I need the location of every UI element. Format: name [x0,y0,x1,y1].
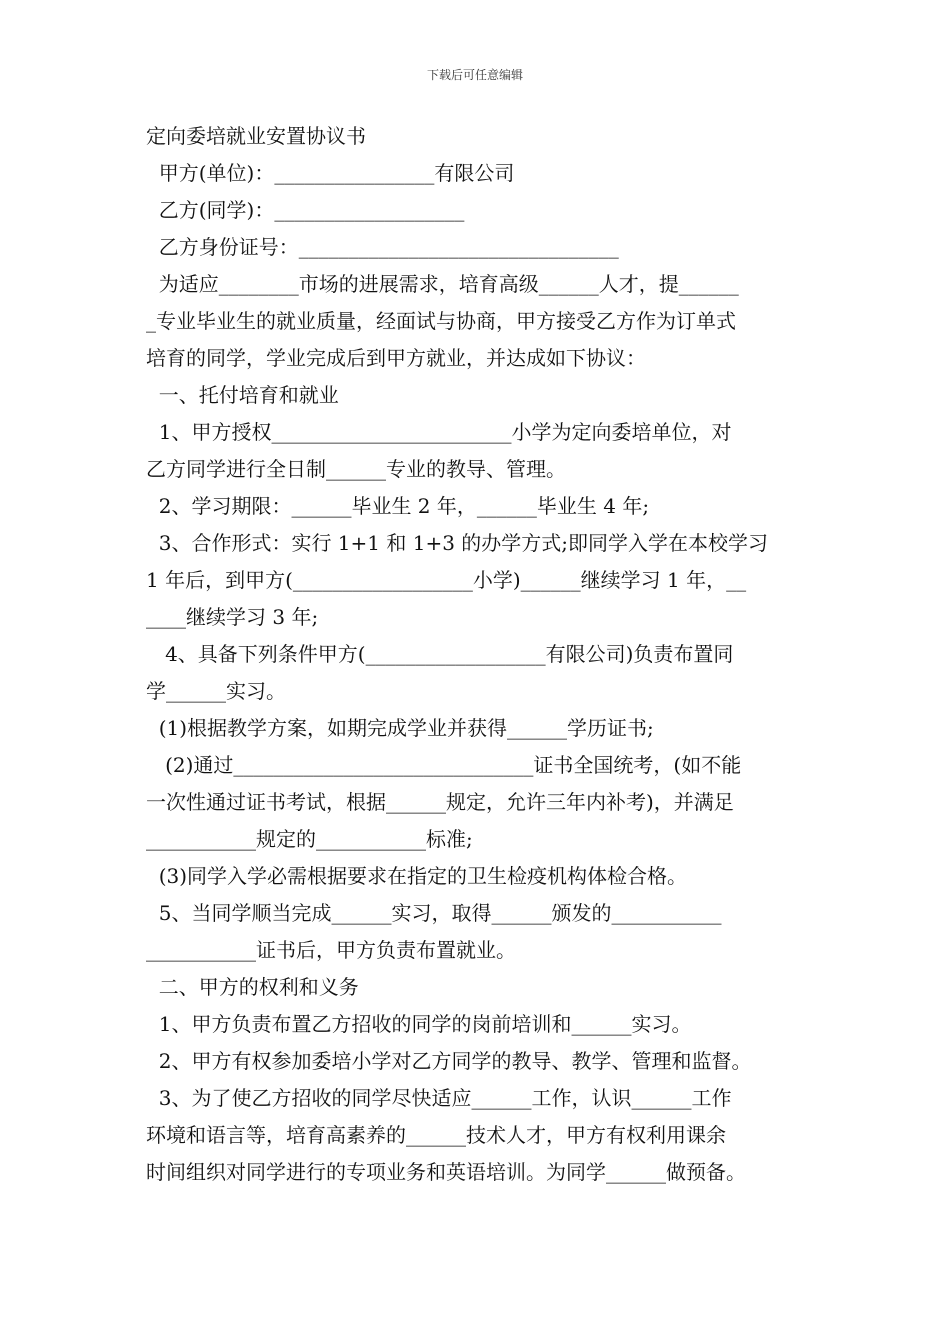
party-b-line: 乙方(同学)：___________________ [146,198,465,222]
paragraph-line: 3、为了使乙方招收的同学尽快适应______工作，认识______工作 [146,1086,732,1110]
paragraph-line: 培育的同学，学业完成后到甲方就业，并达成如下协议： [146,346,646,370]
paragraph-line: _专业毕业生的就业质量，经面试与协商，甲方接受乙方作为订单式 [146,309,736,333]
paragraph-line: ___________证书后，甲方负责布置就业。 [146,938,516,962]
document-title: 定向委培就业安置协议书 [146,124,366,148]
paragraph-line: (2)通过______________________________证书全国统考，(如不能 [146,753,742,777]
paragraph-line: 学______实习。 [146,679,286,703]
paragraph-line: 4、具备下列条件甲方(__________________有限公司)负责布置同 [146,642,734,666]
paragraph-line: 2、学习期限：______毕业生 2 年，______毕业生 4 年; [146,494,650,518]
paragraph-line: 乙方同学进行全日制______专业的教导、管理。 [146,457,566,481]
paragraph-line: 3、合作形式：实行 1+1 和 1+3 的办学方式;即同学入学在本校学习 [146,531,769,555]
paragraph-line: 为适应________市场的进展需求，培育高级______人才，提______ [146,272,739,296]
paragraph-line: (1)根据教学方案，如期完成学业并获得______学历证书; [146,716,654,740]
paragraph-line: 1、甲方负责布置乙方招收的同学的岗前培训和______实习。 [146,1012,692,1036]
paragraph-line: ____继续学习 3 年; [146,605,319,629]
paragraph-line: 环境和语言等，培育高素养的______技术人才，甲方有权利用课余 [146,1123,726,1147]
paragraph-line: 一次性通过证书考试，根据______规定，允许三年内补考)，并满足 [146,790,734,814]
party-a-line: 甲方(单位)：________________有限公司 [146,161,515,185]
paragraph-line: 5、当同学顺当完成______实习，取得______颁发的___________ [146,901,722,925]
paragraph-line: 1、甲方授权________________________小学为定向委培单位，对 [146,420,732,444]
paragraph-line: ___________规定的___________标准; [146,827,473,851]
document-body [146,118,814,1191]
section-heading-2: 二、甲方的权利和义务 [146,975,359,999]
paragraph-line: 时间组织对同学进行的专项业务和英语培训。为同学______做预备。 [146,1160,746,1184]
page-header: 下载后可任意编辑 [426,68,523,82]
paragraph-line: 2、甲方有权参加委培小学对乙方同学的教导、教学、管理和监督。 [146,1049,752,1073]
paragraph-line: 1 年后，到甲方(__________________小学)______继续学习 1 年，__ [146,568,747,592]
section-heading-1: 一、托付培育和就业 [146,383,339,407]
party-b-id-line: 乙方身份证号：________________________________ [146,235,619,259]
paragraph-line: (3)同学入学必需根据要求在指定的卫生检疫机构体检合格。 [146,864,688,888]
